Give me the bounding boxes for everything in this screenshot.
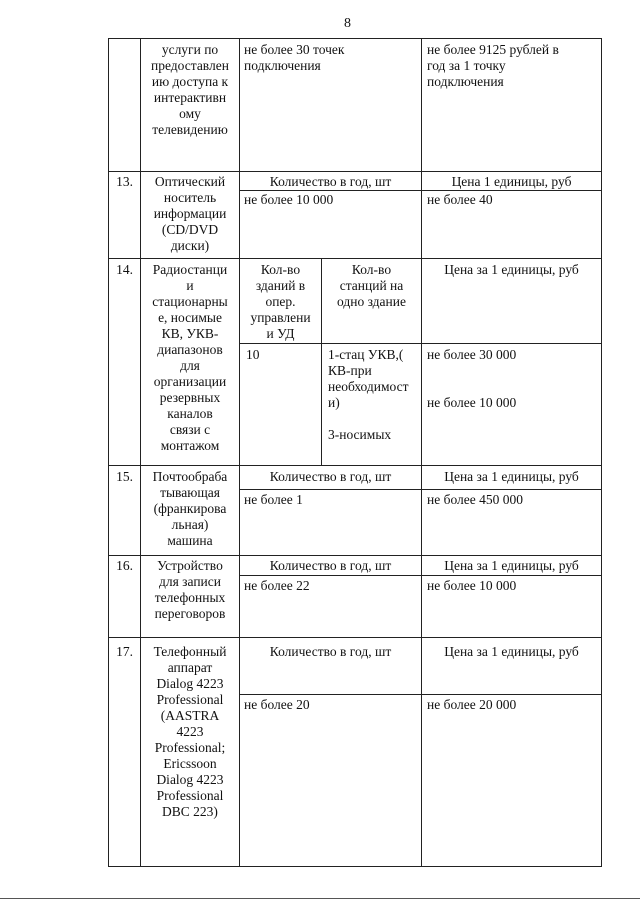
row12-name: услуги по предоставлен ию доступа к интерактивн ому телевидению bbox=[151, 42, 229, 137]
page-number: 8 bbox=[344, 16, 351, 31]
row-divider bbox=[108, 171, 602, 172]
row-divider bbox=[108, 555, 602, 556]
row16-qty-header: Количество в год, шт bbox=[269, 558, 392, 573]
row16-price-header: Цена за 1 единицы, руб bbox=[444, 558, 579, 573]
subheader-divider bbox=[239, 694, 602, 695]
row17-price-header: Цена за 1 единицы, руб bbox=[444, 644, 579, 659]
row12-qty: не более 30 точек подключения bbox=[244, 42, 345, 73]
row13-number: 13. bbox=[116, 174, 133, 189]
row16-number: 16. bbox=[116, 558, 133, 573]
row16-qty: не более 22 bbox=[244, 578, 310, 593]
table-border-left bbox=[108, 38, 109, 866]
table-bottom bbox=[108, 866, 602, 867]
subheader-divider bbox=[239, 343, 602, 344]
row15-qty-header: Количество в год, шт bbox=[269, 469, 392, 484]
row12-price: не более 9125 рублей в год за 1 точку подключения bbox=[427, 42, 559, 89]
row-divider bbox=[108, 465, 602, 466]
table-border-right bbox=[601, 38, 602, 866]
row14-number: 14. bbox=[116, 262, 133, 277]
subheader-divider bbox=[239, 190, 602, 191]
row13-price: не более 40 bbox=[427, 192, 493, 207]
row17-qty-header: Количество в год, шт bbox=[269, 644, 392, 659]
row13-qty-header: Количество в год, шт bbox=[269, 174, 392, 189]
row15-name: Почтообраба тывающая (франкирова льная) машина bbox=[152, 469, 228, 548]
row14-name: Радиостанци и стационарны е, носимые КВ, УКВ- диапазонов для организации резервных каналов связи с монтажом bbox=[152, 262, 228, 453]
row-divider bbox=[108, 637, 602, 638]
row14-price-header: Цена за 1 единицы, руб bbox=[444, 262, 579, 277]
row15-qty: не более 1 bbox=[244, 492, 303, 507]
subheader-divider bbox=[239, 575, 602, 576]
row16-name: Устройство для записи телефонных переговоров bbox=[154, 558, 226, 621]
row16-price: не более 10 000 bbox=[427, 578, 517, 593]
row17-name: Телефонный аппарат Dialog 4223 Professional (AASTRA 4223 Professional; Ericssoon Dialog 4223 Professional DBC 223) bbox=[153, 644, 227, 819]
subheader-divider bbox=[239, 489, 602, 490]
col-divider-price bbox=[421, 38, 422, 866]
row17-qty: не более 20 bbox=[244, 697, 310, 712]
row13-price-header: Цена 1 единицы, руб bbox=[451, 174, 572, 189]
table-top bbox=[108, 38, 602, 39]
row13-qty: не более 10 000 bbox=[244, 192, 334, 207]
row15-number: 15. bbox=[116, 469, 133, 484]
row-divider bbox=[108, 258, 602, 259]
row14-stations-header: Кол-во станций на одно здание bbox=[337, 262, 406, 309]
row14-stations: 1-стац УКВ,( КВ-при необходимост и) 3-носимых bbox=[328, 347, 409, 442]
row17-number: 17. bbox=[116, 644, 133, 659]
row15-price: не более 450 000 bbox=[427, 492, 524, 507]
col-divider-qty bbox=[239, 38, 240, 866]
row14-buildings-header: Кол-во зданий в опер. управлени и УД bbox=[250, 262, 311, 341]
row17-price: не более 20 000 bbox=[427, 697, 517, 712]
page-edge-line bbox=[0, 898, 640, 899]
row14-buildings: 10 bbox=[246, 347, 260, 362]
row13-name: Оптический носитель информации (CD/DVD диски) bbox=[153, 174, 227, 253]
row15-price-header: Цена за 1 единицы, руб bbox=[444, 469, 579, 484]
row14-price: не более 30 000 не более 10 000 bbox=[427, 347, 517, 410]
